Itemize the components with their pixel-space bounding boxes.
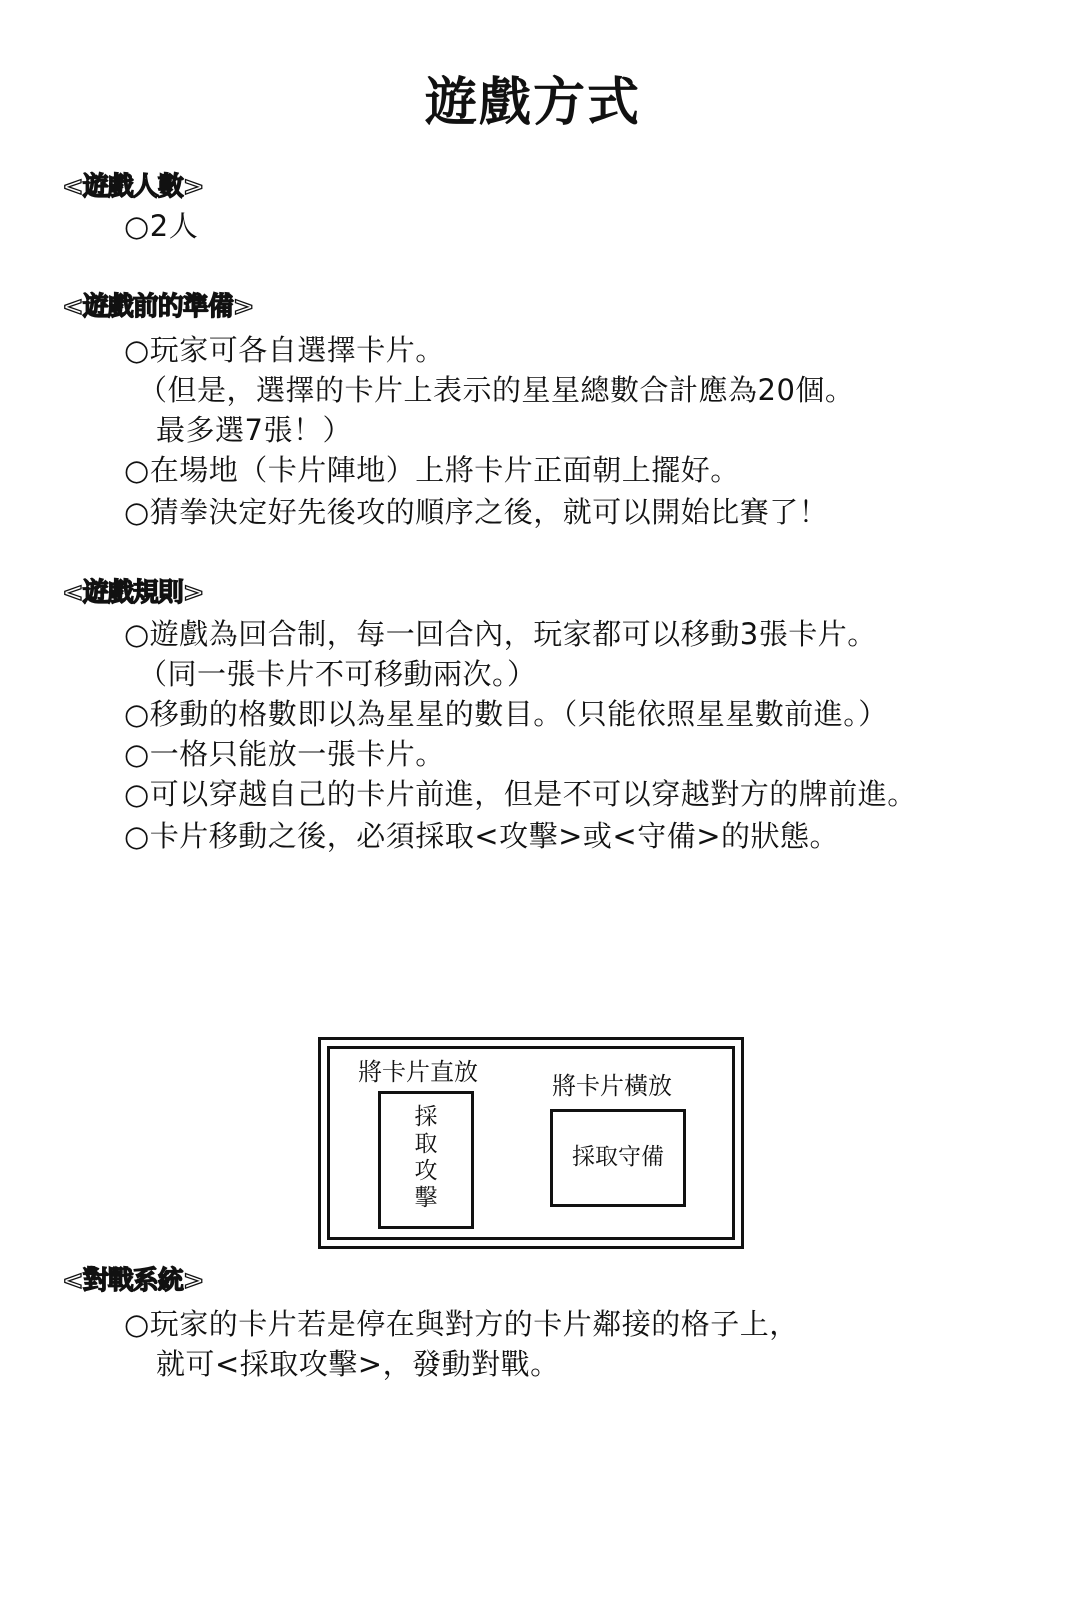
page-title: 遊戲方式 [424,73,641,133]
rules-line: （同一張卡片不可移動兩次。） [138,657,537,691]
battle-line: ○玩家的卡片若是停在與對方的卡片鄰接的格子上， [124,1307,799,1341]
rules-line: ○一格只能放一張卡片。 [124,737,445,771]
vertical-placement-caption: 將卡片直放 [358,1058,478,1086]
defense-mode-label: 採取守備 [572,1144,664,1170]
players-line: ○2人 [124,209,199,243]
preparation-line: ○猜拳決定好先後攻的順序之後，就可以開始比賽了！ [124,495,829,529]
rules-line: ○遊戲為回合制，每一回合內，玩家都可以移動3張卡片。 [124,617,877,651]
card-placement-diagram [318,1037,744,1249]
battle-line: 就可<採取攻擊>，發動對戰。 [156,1347,560,1381]
horizontal-placement-caption: 將卡片橫放 [552,1072,672,1100]
horizontal-card [550,1109,686,1207]
preparation-line: ○玩家可各自選擇卡片。 [124,333,445,367]
diagram-inner-frame [327,1046,735,1240]
attack-mode-label: 採取攻擊 [414,1104,438,1211]
vertical-card [378,1091,474,1229]
rules-line: ○可以穿越自己的卡片前進，但是不可以穿越對方的牌前進。 [124,777,917,811]
preparation-line: （但是，選擇的卡片上表示的星星總數合計應為20個。 [138,373,855,407]
rules-line: ○移動的格數即以為星星的數目。（只能依照星星數前進。） [124,697,888,731]
rules-line: ○卡片移動之後，必須採取<攻擊>或<守備>的狀態。 [124,819,840,853]
section-heading-players: <遊戲人數> [62,172,204,202]
preparation-line: 最多選7張！） [156,413,352,447]
section-heading-rules: <遊戲規則> [62,578,204,608]
section-heading-battle: <對戰系統> [62,1266,204,1296]
preparation-line: ○在場地（卡片陣地）上將卡片正面朝上擺好。 [124,453,740,487]
section-heading-preparation: <遊戲前的準備> [62,292,254,322]
